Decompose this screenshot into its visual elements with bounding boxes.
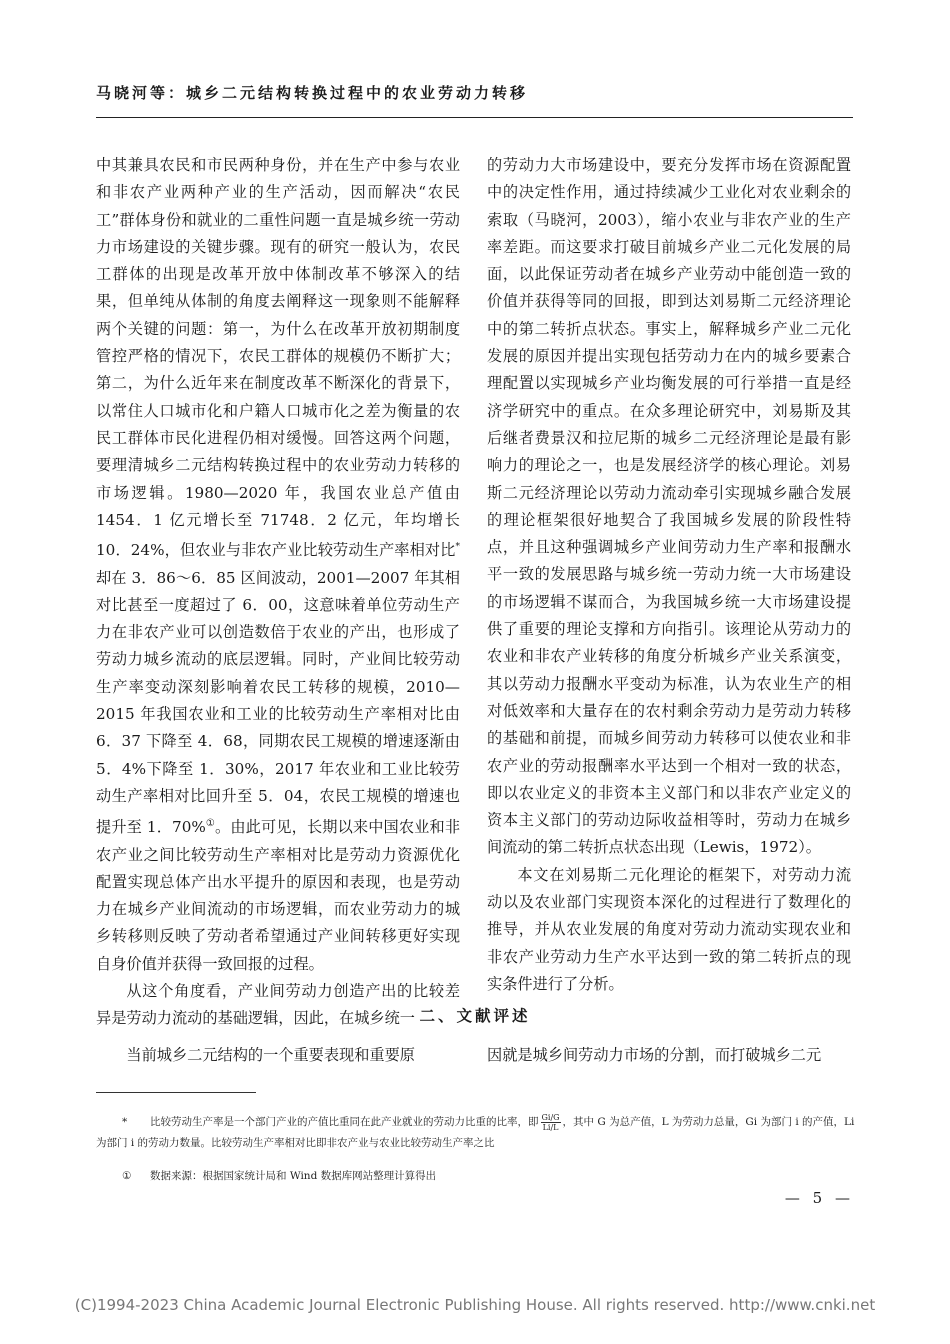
section-text-right: 因就是城乡间劳动力市场的分割，而打破城乡二元 xyxy=(487,1046,822,1064)
page-number: — 5 — xyxy=(784,1189,854,1207)
footnote-mark: * xyxy=(122,1116,128,1128)
section-heading: 二、文献评述 xyxy=(419,1007,531,1025)
footnote-1 xyxy=(96,1166,856,1187)
copyright-notice: (C)1994-2023 China Academic Journal Electronic Publishing House. All rights reserved. http://www.cnki.net xyxy=(74,1296,876,1314)
fraction-numerator: Gi/G xyxy=(541,1112,560,1122)
body-paragraph: 从这个角度看，产业间劳动力创造产出的比较差异是劳动力流动的基础逻辑，因此，在城乡统一 xyxy=(96,982,460,1028)
formula-fraction xyxy=(541,1113,561,1132)
body-paragraph: 本文在刘易斯二元化理论的框架下，对劳动力流动以及农业部门实现资本深化的过程进行了数理化的推导，并从农业发展的角度对劳动力流动实现农业和非农产业劳动力生产水平达到一致的第二转折点的现实条件进行了分析。 xyxy=(487,865,851,993)
footnote-star xyxy=(96,1112,856,1154)
paragraph-text: 中其兼具农民和市民两种身份，并在生产中参与农业和非农产业两种产业的生产活动，因而解决“农民工”群体身份和就业的二重性问题一直是城乡统一劳动力市场建设的关键步骤。现有的研究一般认为，农民工群体的出现是改革开放中体制改革不够深入的结果，但单纯从体制的角度去阐释这一现象则不能解释两个关键的问题：第一，为什么在改革开放初期制度管控严格的情况下，农民工群体的规模仍不断扩大；第二，为什么近年来在制度改革不断深化的背景下，以常住人口城市化和户籍人口城市化之差为衡量的农民工群体市民化进程仍相对缓慢。回答这两个问题，要理清城乡二元结构转换过程中的农业劳动力转移的市场逻辑。1980—2020 年，我国农业总产值由 1454．1 亿元增长至 71748．2 亿元，年均增长 10．24%，但农业与非农产业比较劳动生产率相对比 xyxy=(96,156,460,560)
footnote-text: 比较劳动生产率是一个部门产业的产值比重同在此产业就业的劳动力比重的比率，即 xyxy=(150,1116,539,1128)
footnote-ref-star[interactable]: * xyxy=(455,542,460,553)
footnote-text: 数据来源：根据国家统计局和 Wind 数据库网站整理计算得出 xyxy=(150,1170,437,1182)
fraction-denominator: Li/L xyxy=(542,1122,559,1132)
footnote-text: ，其中 G 为总产值，L 为劳动力总量，Gi 为部门 i 的产值，Li 为部门 i 的劳动力数量。比较劳动生产率相对比即非农产业与农业比较劳动生产率之比 xyxy=(96,1116,855,1149)
footnote-mark: ① xyxy=(122,1170,132,1182)
footnote-divider xyxy=(96,1092,256,1093)
section-text-left: 当前城乡二元结构的一个重要表现和重要原 xyxy=(126,1046,415,1064)
body-paragraph xyxy=(96,152,460,978)
right-column xyxy=(487,152,851,998)
paragraph-text: 。由此可见，长期以来中国农业和非农产业之间比较劳动生产率相对比是劳动力资源优化配置实现总体产出水平提升的原因和表现，也是劳动力在城乡产业间流动的市场逻辑，而农业劳动力的城乡转移则反映了劳动者希望通过产业间转移更好实现自身价值并获得一致回报的过程。 xyxy=(96,818,461,973)
paragraph-text: 却在 3．86～6．85 区间波动，2001—2007 年其相对比甚至一度超过了 6．00，这意味着单位劳动生产力在非农产业可以创造数倍于农业的产出，也形成了劳动力城乡流动的底层逻辑。同时，产业间比较劳动生产率变动深刻影响着农民工转移的规模，2010—2015 年我国农业和工业的比较劳动生产率相对比由 6．37 下降至 4．68，同期农民工规模的增速逐渐由 5．4%下降至 1．30%，2017 年农业和工业比较劳动生产率相对比回升至 5．04，农民工规模的增速也提升至 1．70% xyxy=(96,568,460,837)
left-column xyxy=(96,152,460,1033)
footnote-ref-1[interactable]: ① xyxy=(205,818,216,830)
running-title: 马晓河等：城乡二元结构转换过程中的农业劳动力转移 xyxy=(96,84,529,102)
header-divider xyxy=(96,117,853,118)
body-paragraph: 的劳动力大市场建设中，要充分发挥市场在资源配置中的决定性作用，通过持续减少工业化对农业剩余的索取（马晓河，2003），缩小农业与非农产业的生产率差距。而这要求打破目前城乡产业二元化发展的局面，以此保证劳动者在城乡产业劳动中能创造一致的价值并获得等同的回报，即到达刘易斯二元经济理论中的第二转折点状态。事实上，解释城乡产业二元化发展的原因并提出实现包括劳动力在内的城乡要素合理配置以实现城乡产业均衡发展的可行举措一直是经济学研究中的重点。在众多理论研究中，刘易斯及其后继者费景汉和拉尼斯的城乡二元经济理论是最有影响力的理论之一，也是发展经济学的核心理论。刘易斯二元经济理论以劳动力流动牵引实现城乡融合发展的理论框架很好地契合了我国城乡发展的阶段性特点，并且这种强调城乡产业间劳动力生产率和报酬水平一致的发展思路与城乡统一劳动力统一大市场建设的市场逻辑不谋而合，为我国城乡统一大市场建设提供了重要的理论支撑和方向指引。该理论从劳动力的农业和非农产业转移的角度分析城乡产业关系演变，其以劳动力报酬水平变动为标准，认为农业生产的相对低效率和大量存在的农村剩余劳动力是劳动力转移的基础和前提，而城乡间劳动力转移可以使农业和非农产业的劳动报酬率水平达到一个相对一致的状态，即以农业定义的非资本主义部门和以非农产业定义的资本主义部门的劳动边际收益相等时，劳动力在城乡间流动的第二转折点状态出现（Lewis，1972）。 xyxy=(487,156,851,857)
